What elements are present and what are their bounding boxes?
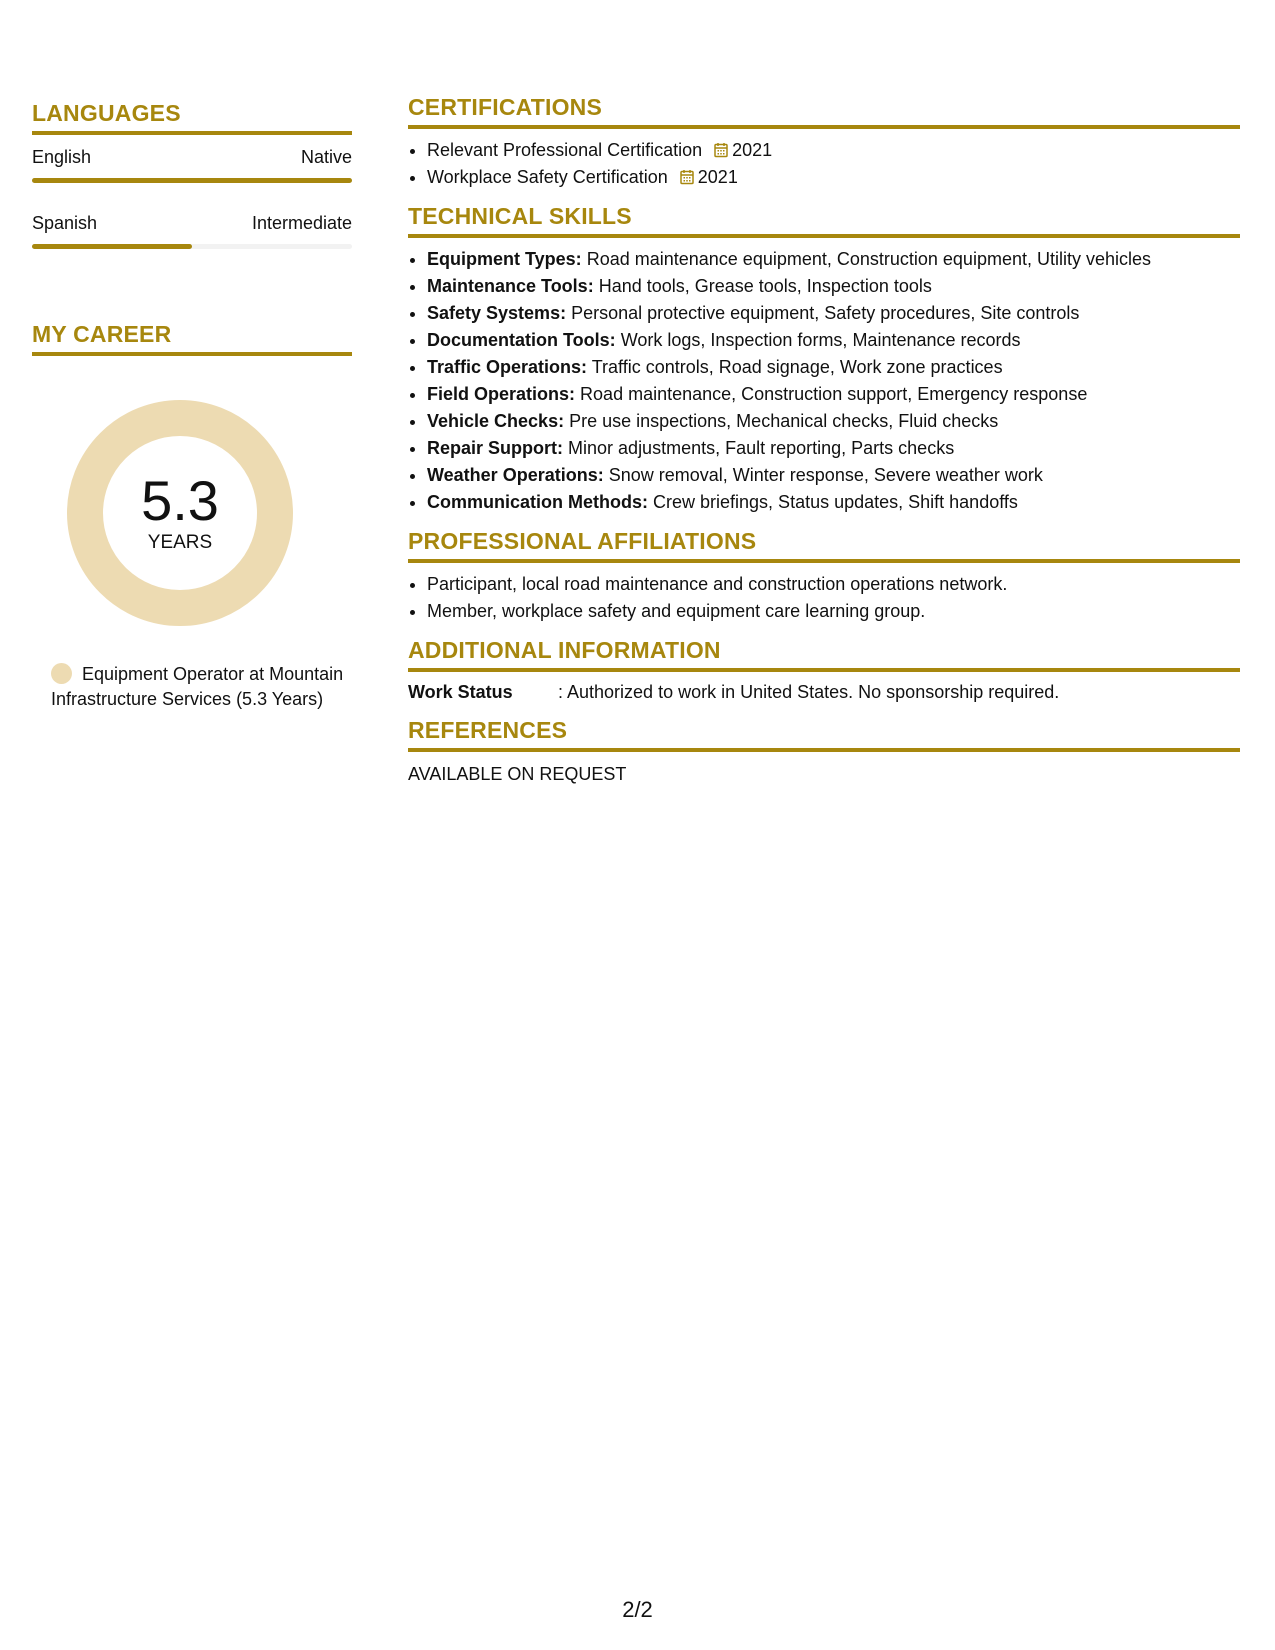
language-proficiency-bar	[32, 244, 352, 249]
career-title: MY CAREER	[32, 321, 352, 356]
references-text: AVAILABLE ON REQUEST	[408, 764, 627, 784]
work-status-label: Work Status	[408, 682, 513, 702]
skill-value: Road maintenance equipment, Construction equipment, Utility vehicles	[586, 249, 1152, 269]
calendar-icon	[714, 142, 728, 158]
certification-item	[427, 137, 1240, 164]
certification-year: 2021	[697, 167, 738, 187]
affiliation-item: • Member, workplace safety and equipment care learning group.	[427, 598, 1240, 625]
certification-item	[427, 164, 1240, 191]
skill-item	[427, 354, 1240, 381]
career-legend-label: Equipment Operator at Mountain Infrastructure Services (5.3 Years)	[51, 664, 344, 709]
career-legend-item	[51, 662, 351, 712]
skill-label: Equipment Types:	[427, 249, 582, 269]
work-status-value: : Authorized to work in United States. No sponsorship required.	[558, 682, 1060, 702]
skill-label: Vehicle Checks:	[427, 411, 565, 431]
certifications-title: CERTIFICATIONS	[408, 94, 1240, 129]
certifications-list	[408, 137, 1240, 191]
language-item-english	[32, 147, 352, 183]
affiliations-title: PROFESSIONAL AFFILIATIONS	[408, 528, 1240, 563]
affiliation-item: • Participant, local road maintenance and construction operations network.	[427, 571, 1240, 598]
affiliations-list	[408, 571, 1240, 625]
legend-dot	[51, 663, 72, 684]
language-proficiency-bar	[32, 178, 352, 183]
skill-item	[427, 327, 1240, 354]
skill-value: Traffic controls, Road signage, Work zone practices	[591, 357, 1003, 377]
technical-skills-title: TECHNICAL SKILLS	[408, 203, 1240, 238]
skill-value: Road maintenance, Construction support, Emergency response	[580, 384, 1088, 404]
skill-value: Snow removal, Winter response, Severe weather work	[608, 465, 1043, 485]
skill-value: Crew briefings, Status updates, Shift handoffs	[653, 492, 1018, 512]
language-level: Native	[300, 147, 352, 167]
additional-info-title: ADDITIONAL INFORMATION	[408, 637, 1240, 672]
skill-label: Communication Methods:	[427, 492, 648, 512]
skill-item	[427, 246, 1240, 273]
language-name: English	[32, 147, 92, 167]
skill-item	[427, 381, 1240, 408]
career-total-years: 5.3	[141, 469, 219, 532]
skill-label: Safety Systems:	[427, 303, 567, 323]
skill-item	[427, 408, 1240, 435]
skill-item	[427, 273, 1240, 300]
skill-label: Repair Support:	[427, 438, 564, 458]
career-donut-chart	[67, 400, 293, 626]
skill-item	[427, 435, 1240, 462]
skill-value: Pre use inspections, Mechanical checks, Fluid checks	[569, 411, 999, 431]
skill-label: Traffic Operations:	[427, 357, 588, 377]
language-item-spanish	[32, 213, 352, 249]
language-proficiency-fill	[32, 178, 352, 183]
right-column	[408, 94, 1240, 785]
work-status-row	[408, 682, 1240, 703]
skill-value: Hand tools, Grease tools, Inspection tools	[598, 276, 932, 296]
references-title: REFERENCES	[408, 717, 1240, 752]
skill-item	[427, 489, 1240, 516]
language-level: Intermediate	[251, 213, 352, 233]
certification-name: Relevant Professional Certification	[427, 140, 703, 160]
skill-label: Field Operations:	[427, 384, 576, 404]
certification-name: Workplace Safety Certification	[427, 167, 668, 187]
language-name: Spanish	[32, 213, 98, 233]
languages-title: LANGUAGES	[32, 100, 352, 135]
skill-label: Weather Operations:	[427, 465, 604, 485]
career-total-unit: YEARS	[147, 532, 213, 553]
skill-value: Personal protective equipment, Safety procedures, Site controls	[571, 303, 1080, 323]
technical-skills-list	[408, 246, 1240, 516]
skill-value: Minor adjustments, Fault reporting, Parts checks	[568, 438, 955, 458]
skill-item	[427, 462, 1240, 489]
skill-label: Maintenance Tools:	[427, 276, 594, 296]
calendar-icon	[680, 169, 694, 185]
language-proficiency-fill	[32, 244, 192, 249]
page-number: 2/2	[622, 1597, 653, 1622]
skill-label: Documentation Tools:	[427, 330, 616, 350]
certification-year: 2021	[732, 140, 773, 160]
skill-value: Work logs, Inspection forms, Maintenance records	[620, 330, 1021, 350]
left-column	[32, 100, 352, 712]
skill-item	[427, 300, 1240, 327]
